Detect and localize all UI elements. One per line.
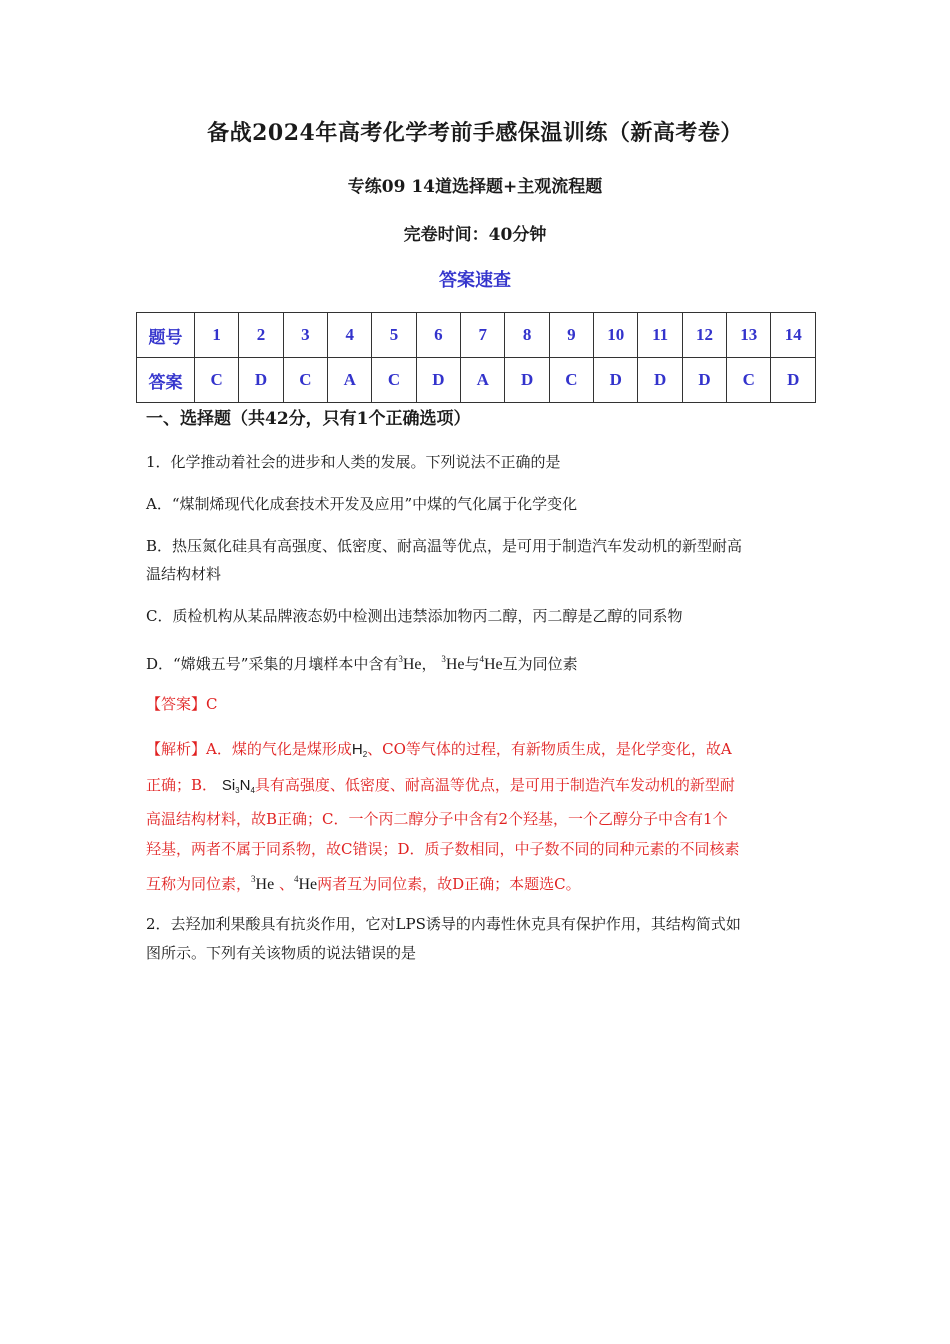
hydrogen-formula: $H_2$ <box>351 741 368 759</box>
analysis-text: 具有高强度、低密度、耐高温等优点，是可用于制造汽车发动机的新型耐 <box>254 776 735 794</box>
answer-cell: C <box>549 358 593 403</box>
answer-cell: A <box>328 358 372 403</box>
question-number-cell: 12 <box>682 313 726 358</box>
question-number-cell: 5 <box>372 313 416 358</box>
question-number-cell: 1 <box>195 313 239 358</box>
q1-d-text-pre: D．“嫦娥五号”采集的月壤样本中含有 <box>146 655 399 673</box>
answer-cell: D <box>594 358 638 403</box>
question-number-cell: 7 <box>461 313 505 358</box>
q1-option-b-line2: 温结构材料 <box>146 565 222 583</box>
helium-3-symbol: $^3$He <box>398 654 422 673</box>
question-number-cell: 6 <box>416 313 460 358</box>
page-title: 备战2024年高考化学考前手感保温训练（新高考卷） <box>207 120 743 146</box>
q1-d-text-mid2: 与 <box>464 655 480 673</box>
answer-cell: D <box>638 358 682 403</box>
question-number-cell: 4 <box>328 313 372 358</box>
helium-3-symbol: $^3$He <box>441 654 465 673</box>
q1-option-d <box>146 644 808 680</box>
page-subtitle: 专练09 14道选择题+主观流程题 <box>347 177 603 197</box>
row-label-answer: 答案 <box>137 358 195 403</box>
answer-heading: 答案速查 <box>439 270 511 291</box>
exam-time: 完卷时间：40分钟 <box>403 225 547 245</box>
analysis-label: 【解析】 <box>146 740 207 758</box>
helium-4-symbol: $^4$He <box>479 654 503 673</box>
q1-analysis-line2 <box>146 770 808 806</box>
q1-answer: 【答案】C <box>146 695 218 713</box>
question-number-cell: 3 <box>283 313 327 358</box>
answer-row <box>137 358 816 403</box>
q1-stem: 1．化学推动着社会的进步和人类的发展。下列说法不正确的是 <box>146 453 561 471</box>
silicon-nitride-formula: $Si_3N_4$ <box>221 777 255 795</box>
q1-analysis-line3: 高温结构材料，故B正确；C．一个丙二醇分子中含有2个羟基，一个乙醇分子中含有1个 <box>146 810 728 828</box>
q2-stem-line1: 2．去羟加利果酸具有抗炎作用，它对LPS诱导的内毒性休克具有保护作用，其结构简式如 <box>146 915 741 933</box>
answer-cell: D <box>682 358 726 403</box>
answer-cell: A <box>461 358 505 403</box>
q1-d-text-mid1: ， <box>421 655 437 673</box>
question-number-cell: 8 <box>505 313 549 358</box>
answer-cell: D <box>416 358 460 403</box>
analysis-text: 正确；B． <box>146 776 218 794</box>
answer-cell: C <box>372 358 416 403</box>
q1-option-a: A．“煤制烯现代化成套技术开发及应用”中煤的气化属于化学变化 <box>146 495 578 513</box>
section-title: 一、选择题（共42分，只有1个正确选项） <box>146 409 471 429</box>
question-number-cell: 14 <box>771 313 816 358</box>
answer-cell: C <box>283 358 327 403</box>
helium-3-symbol: $^3$He <box>251 874 275 893</box>
q2-stem-line2: 图所示。下列有关该物质的说法错误的是 <box>146 944 417 962</box>
answer-table <box>136 312 816 403</box>
question-number-cell: 2 <box>239 313 283 358</box>
answer-cell: D <box>771 358 816 403</box>
analysis-text: A．煤的气化是煤形成 <box>206 740 352 758</box>
analysis-text: 、CO等气体的过程，有新物质生成，是化学变化，故A <box>367 740 732 758</box>
answer-cell: C <box>727 358 771 403</box>
q1-analysis-line1 <box>146 734 808 770</box>
helium-4-symbol: $^4$He <box>293 874 318 893</box>
q1-option-c: C．质检机构从某品牌液态奶中检测出违禁添加物丙二醇，丙二醇是乙醇的同系物 <box>146 607 683 625</box>
analysis-text: 互称为同位素， <box>146 875 252 893</box>
answer-cell: D <box>505 358 549 403</box>
question-number-row <box>137 313 816 358</box>
question-number-cell: 13 <box>727 313 771 358</box>
q1-option-b-line1: B．热压氮化硅具有高强度、低密度、耐高温等优点，是可用于制造汽车发动机的新型耐高 <box>146 537 743 555</box>
analysis-text: 两者互为同位素，故D正确；本题选C。 <box>317 875 581 893</box>
analysis-text: 、 <box>278 875 294 893</box>
q1-analysis-line5 <box>146 864 808 900</box>
question-number-cell: 10 <box>594 313 638 358</box>
question-number-cell: 11 <box>638 313 682 358</box>
question-number-cell: 9 <box>549 313 593 358</box>
answer-cell: D <box>239 358 283 403</box>
row-label-number: 题号 <box>137 313 195 358</box>
q1-d-text-post: 互为同位素 <box>502 655 578 673</box>
q1-analysis-line4: 羟基，两者不属于同系物，故C错误；D．质子数相同，中子数不同的同种元素的不同核素 <box>146 840 740 858</box>
answer-cell: C <box>195 358 239 403</box>
